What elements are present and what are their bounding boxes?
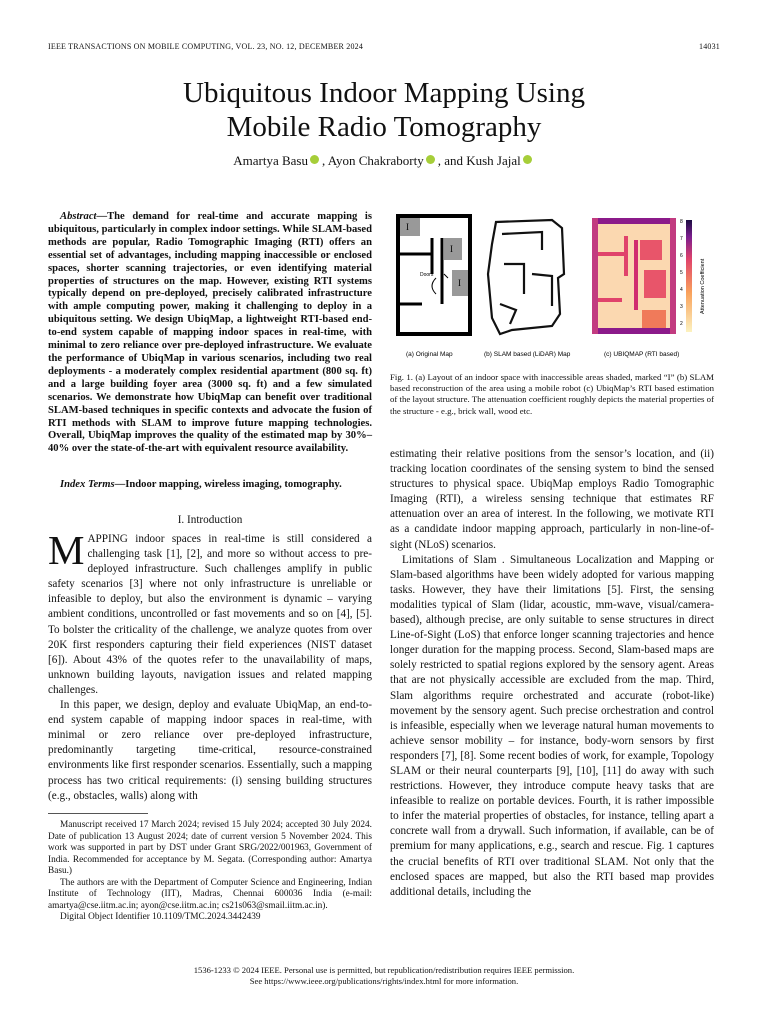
abstract-label: Abstract xyxy=(60,211,97,222)
author-2: Ayon Chakraborty xyxy=(327,153,424,168)
room-label: I xyxy=(406,222,409,232)
subcaption-b: (b) SLAM based (LiDAR) Map xyxy=(484,351,571,358)
abstract-body: —The demand for real-time and accurate mapping is ubiquitous, particularly in complex indoor settings. While SLAM-based methods are popular, Radio Tomographic Imaging (RTI) offers an essential set of advantages, including mapping inaccessible or enclosed spaces, shorter scanning trajectories, or even identifying material properties of structures on the map. However, existing RTI systems typically depend on pre-deployed, precisely calibrated infrastructure with ample computing power, making it challenging to deploy in a ubiquitous setting. We design UbiqMap, a lightweight RTI-based end-to-end system capable of mapping indoor spaces in real-time, with minimal to zero reliance over pre-deployed infrastructure. We evaluate the performance of UbiqMap in various scenarios, including two real deployments - a moderately complex residential apartment (800 sq. ft) and a large building foyer area (3000 sq. ft) and a few simulated scenarios. We demonstrate how UbiqMap can benefit over traditional SLAM-based techniques in specific contexts and advocate the fusion of RTI methods with SLAM to improve future mapping technologies. Overall, UbiqMap improves the quality of the estimated map by 30%–40% over the state-of-the-art with equivalent resource availability. xyxy=(48,211,372,455)
author-1: Amartya Basu xyxy=(233,153,308,168)
colorbar-tick: 2 xyxy=(680,321,683,327)
orcid-icon[interactable] xyxy=(426,155,435,164)
running-header xyxy=(48,42,720,51)
colorbar-label: Attenuation Coefficient xyxy=(700,258,706,314)
footnote-affiliation: The authors are with the Department of Computer Science and Engineering, Indian Institute of Technology (IIT), Madras, Chennai 600036 India (e-mail: amartya@cse.iitm.ac.in; ayon@cse.iitm.ac.in; cs21s063@smail.iitm.ac.in). xyxy=(48,877,372,911)
copyright-line-1: 1536-1233 © 2024 IEEE. Personal use is permitted, but republication/redistribution requires IEEE permission. xyxy=(193,965,575,975)
section-heading: I. Introduction xyxy=(177,514,243,526)
author-3: , and Kush Jajal xyxy=(437,153,521,168)
rti-map xyxy=(592,218,706,334)
room-label: I xyxy=(458,278,461,288)
subcaption-c: (c) UBIQMAP (RTI based) xyxy=(604,351,680,358)
colorbar xyxy=(686,220,692,332)
abstract xyxy=(48,211,372,456)
colorbar-tick: 3 xyxy=(680,304,683,310)
footnote-rule xyxy=(48,813,148,814)
colorbar-tick: 4 xyxy=(680,287,683,293)
colorbar-ticks xyxy=(680,219,683,327)
introduction xyxy=(48,527,372,804)
paper-title xyxy=(0,76,768,144)
figure-1-graphic xyxy=(392,214,714,366)
index-terms-body: —Indoor mapping, wireless imaging, tomography. xyxy=(114,479,342,490)
right-paragraph-2: Limitations of Slam . Simultaneous Localization and Mapping or Slam-based algorithms have been widely adopted for various mapping tasks. However, they have their limitations [5]. First, the sensing modalities typical of Slam (lidar, acoustic, mm-wave, visual/camera-based), although precise, are only suitable to sense structures in direct Line-of-Sight (LoS) that enforce longer scanning trajectories and hence longer duration for the mapping process. Second, Slam-based maps are solely restricted to spatial regions explored by the sensory agent. Areas that are not physically accessible are excluded from the map. Third, Slam algorithms require orchestrated and accurate (robot-like) movement by the sensory agent. Such precise orchestration and control is infeasible, especially when we leverage natural human movements to achieve sensor mobility – for instance, body-worn sensors by first responders [7], [8]. Some recent bodies of work, for example, Topology SLAM or their neural counterparts [9], [10], [11] do away with such restrictions. However, they introduce compute heavy tasks that are infeasible to realize on portable devices. Fourth, it is rather impossible to infer the material properties of obstacles, for instance, telling apart a concrete wall from a drywall. Such information, if available, can be of premium for many applications, e.g., search and rescue. Fig. 1 captures the crucial benefits of RTI over traditional SLAM. Not only that the enclosed spaces are mapped, but also the RTI based map provides additional details, including the xyxy=(390,553,714,898)
journal-name: IEEE TRANSACTIONS ON MOBILE COMPUTING, VOL. 23, NO. 12, DECEMBER 2024 xyxy=(48,42,364,51)
orcid-icon[interactable] xyxy=(310,155,319,164)
page-number: 14031 xyxy=(699,42,720,51)
intro-paragraph-1: APPING indoor spaces in real-time is still considered a challenging task [1], [2], and more so without access to pre-deployed infrastructure. Such challenges amplify in public safety scenarios [3] where not only infrastructure is unreliable or infeasible to deploy, but also the environment is dynamic – varying ambient conditions, uncontrolled or fast movements and so on [4], [5]. To bolster the criticality of the challenge, we analyze quotes from over 20K first responders capturing their field experiences (NIST dataset [6]). About 43% of the quotes refer to the unavailability of maps, unknown building layouts, navigation issues and related mapping challenges. xyxy=(48,533,372,696)
author-list: Amartya Basu , Ayon Chakraborty , and Kush Jajal xyxy=(0,153,768,169)
footnote-doi: Digital Object Identifier 10.1109/TMC.2024.3442439 xyxy=(60,912,261,922)
colorbar-tick: 7 xyxy=(680,236,683,242)
slam-map xyxy=(488,220,564,334)
copyright-line-2: See https://www.ieee.org/publications/rights/index.html for more information. xyxy=(249,976,519,986)
room-label: I xyxy=(450,244,453,254)
colorbar-tick: 6 xyxy=(680,253,683,259)
index-terms xyxy=(48,477,372,492)
right-column-text xyxy=(390,447,714,900)
colorbar-tick: 5 xyxy=(680,270,683,276)
doors-label: Doors xyxy=(420,272,434,278)
figure-1 xyxy=(392,214,714,366)
figure-caption: Fig. 1. (a) Layout of an indoor space with inaccessible areas shaded, marked “I” (b) SLAM based reconstruction of the area using a mobile robot (c) UbiqMap’s RTI based estimation of the layout structure. The attenuation coefficient roughly depicts the material properties of the structure - e.g., brick wall, wood etc. xyxy=(390,372,714,416)
right-paragraph-1: estimating their relative positions from the sensor’s location, and (ii) tracking location coordinates of the sensing system to bind the sensed structures to physical space. UbiqMap employs Radio Tomographic Imaging (RTI), a wireless sensing technique that estimates RF attenuation over an area of interest. In the following, we motivate RTI as a candidate indoor mapping approach, particularly in non-line-of-sight (NLoS) scenarios. xyxy=(390,448,714,551)
index-terms-label: Index Terms xyxy=(60,479,115,490)
copyright-notice xyxy=(0,965,768,987)
drop-cap: M xyxy=(48,527,85,573)
subcaption-a: (a) Original Map xyxy=(406,351,453,358)
title-line-1: Ubiquitous Indoor Mapping Using xyxy=(183,77,585,109)
title-line-2: Mobile Radio Tomography xyxy=(226,111,542,143)
colorbar-tick: 8 xyxy=(680,219,683,225)
orcid-icon[interactable] xyxy=(523,155,532,164)
intro-paragraph-2: In this paper, we design, deploy and evaluate UbiqMap, an end-to-end system capable of mapping indoor spaces in real-time, with minimal or zero reliance over pre-deployed infrastructure, predominantly targeting time-critical, resource-constrained environments like first responder scenarios. Essentially, such a mapping process has two critical requirements: (i) sensing building structures (e.g., obstacles, walls) along with xyxy=(48,699,372,802)
footnotes xyxy=(48,820,372,924)
footnote-manuscript: Manuscript received 17 March 2024; revised 15 July 2024; accepted 30 July 2024. Date of publication 13 August 2024; date of current version 5 November 2024. This work was supported in part by DST under Grant SRG/2022/001963, Government of India. Recommended for acceptance by M. Segata. (Corresponding author: Amartya Basu.) xyxy=(48,820,372,876)
original-map xyxy=(398,216,470,334)
